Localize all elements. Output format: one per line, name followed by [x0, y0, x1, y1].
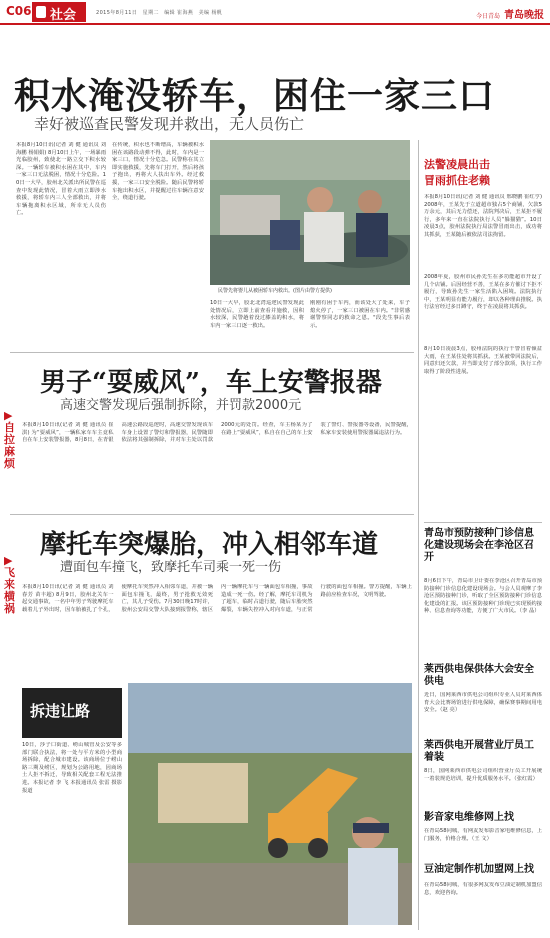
sidebar-story2-body: 8月6日下午，青岛市卫计委在李沧区召开青岛市预防接种门诊信息化建设现场会。与会人员观摩了李沧区预防接种门诊，听取了全区预防接种门诊信息化建设的汇报。该区预防接种门诊现已实现预约接种、信息查询等功能，方便了广大市民。（李 晶） [424, 578, 542, 615]
sidebar-story1-title: 法警凌晨出击 [424, 158, 490, 171]
story4-body: 10日，莎子口街道、崂山城管及公安等多部门联合执法，将一处与平方米的小型商场拆除，配合城市建设。该商场位于崂山路三期及崂区，规划为公路用地，因商场土人拒不拆迁，导致相关配套工程无法推进。本报记者 李 飞 本报通讯员 张雷 摄影报道 [22, 742, 122, 794]
sidebar-story1-body2: 2008年夏，胶州市民孙先生在多功能超市开设了几个店铺。后因经营不善，王某在多方催讨下拒不履行，导致孙先生一家生活陷入困境。法院执行中，王某明显有能力履行，却以各种理由推脱。执行法官经过多日蹲守，终于在凌晨将其抓获。 [424, 274, 542, 311]
sidebar-story5-title: 影音家电维修网上找 [424, 812, 514, 823]
sidebar-story3-body: 近日，国网莱西市供电公司组织专业人员对莱西体育大会比赛场馆进行供电保障，确保赛事期间用电安全。（赵 亮） [424, 692, 542, 714]
edition-meta: 2015年8月11日 星期二 编辑 崔海燕 美编 杨帆 [96, 10, 223, 16]
story1-body-col1: 本报8月10日讯(记者 刘 健 通讯员 刘海鹏 杨娟娟) 8月10日上午，一场暴雨光临胶州，致使北一路立交下积水较深。一辆轿车被积水困在其中，车内一家三口无法脱困，情况十分危险。10日一大早，胶州北关派出所民警在巡查中发现此情况，冒着大雨立即涉水救援，将轿车内三人全部救出，并将车辆拖离积水区域，所幸无人员伤亡。 [16, 142, 106, 217]
story4-photo [128, 683, 412, 925]
story1-photo-caption: 民警先将婴儿从被困轿车内救出。(图片由警方提供) [218, 288, 332, 294]
story4-headline: 拆违让路 [30, 702, 91, 720]
story2-headline: 男子“耍威风”，车上安警报器 [40, 368, 382, 398]
story2-body: 本报8月10日讯(记者 刘 健 通讯员 崔 淇) 为“耍威风”，一辆私家车车主竟私自在车上安装警报器，8月8日，在青银高速公路段巡逻时，高速交警发现该车车身上设置了警灯和警报器，民警随即依法将其强制拆除，并对车主处以罚款2000元的处罚。经查，车主杨某为了在路上“耍威风”，私自在自己的车上安装了警灯、警报器等设备，民警提醒，私家车安装使用警报器属违法行为。 [22, 422, 412, 444]
brand-logo: 青岛晚报 [504, 10, 544, 21]
story1-body-col2: 在传统，积水也不断增高，车辆被积水困在该路段动弹不得，此时，车内是一家三口，情况十分危急。民警称在其立即实施救援，先将车门打开，然后将孩子抱出，再将大人扶出车外。经过救援，一家三口安全脱险。随后民警将轿车拖出积水区，并提醒过往车辆注意安全，绕道行驶。 [112, 142, 204, 202]
divider [10, 352, 414, 353]
sidebar-story1-body: 本报8月10日讯(记者 刘 健 通讯员 邢晓鹏 崔红亨) 2008年，王某先于立道超市独占5个商铺，欠款5万余元，其后无力偿还，法院判决后，王某拒不履行，多年来一直在法院执行人员“躲猫猫”。10日凌晨3点，胶州法院执行局法警冒雨出击，成功将其抓获，王某随后被依法司法拘留。 [424, 194, 542, 238]
sidebar-story6-title: 豆油定制作机加盟网上找 [424, 864, 534, 875]
side-tag-1: ▶自拉麻烦 [4, 409, 15, 470]
sidebar-story2-title: 青岛市预防接种门诊信息化建设现场会在李沧区召开 [424, 528, 534, 563]
story3-headline: 摩托车突爆胎，冲入相邻车道 [40, 530, 379, 560]
sidebar-story1-sub: 冒雨抓住老赖 [424, 174, 490, 187]
story3-subhead: 遭面包车撞飞，致摩托车司乘一死一伤 [60, 560, 282, 575]
sidebar-story4-body: 8日，国网莱西市供电公司组织营业厅员工开展统一着装规范培训，提升优质服务水平。（张红霞） [424, 768, 542, 782]
sidebar-divider [418, 140, 419, 930]
side-tag-2: ▶飞来横祸 [4, 554, 15, 615]
sidebar-story4-title: 莱西供电开展营业厅员工着装 [424, 740, 534, 763]
sidebar-story6-body: 在青岛58同城，有很多网友发布豆油定制机加盟信息，欢迎咨询。 [424, 882, 542, 896]
divider [424, 522, 542, 523]
section-label: 社会 [32, 2, 86, 22]
story1-subhead: 幸好被巡查民警发现并救出，无人员伤亡 [34, 115, 305, 133]
story2-subhead: 高速交警发现后强制拆除，并罚款2000元 [60, 398, 302, 413]
story1-photo [210, 140, 410, 285]
header-rule [0, 23, 550, 25]
story3-body: 本报8月10日讯(记者 刘 健 通讯员 刘春芳 苗丰超) 8月9日，胶州北关车一起交通事故，一名中年男子驾驶摩托车载着儿子外出时，因车胎被扎了个孔，使摩托车突然冲入相邻车道，并被一辆面包车撞飞，最终，男子抢救无效死亡，其儿子受伤。7月30日晚17时许，胶州公安局交警大队接到报警称，辖区内一辆摩托车与一辆面包车相撞，事故造成一死一伤。经了解，摩托车司机为了超车，临时占道行驶，随后车胎突然爆裂，车辆失控冲入对向车道，与正常行驶的面包车相撞。警方提醒，车辆上路前应检查车况，文明驾驶。 [22, 584, 412, 613]
story1-body-col3: 10日一大早，胶北北湾巡逻民警发现此处情况后，立即上前查看并施救，因积水较深，民警趟着没过膝盖的积水，将车内一家三口逐一救出。 [210, 300, 304, 329]
page-number: C06 [6, 4, 32, 18]
story1-headline: 积水淹没轿车，困住一家三口 [14, 75, 496, 117]
story1-body-col4: 刚刚有困于车内，而该处大了处来，车子熄火停了，一家三口被困在车内。"非常感谢警察同志的救命之恩。"段先生事后表示。 [310, 300, 410, 329]
masthead [476, 6, 544, 21]
sidebar-story1-body3: 8月10日凌晨3点，胶州法院的执行干警冒着倾盆大雨，在王某住处将其抓获。王某被带回法院后，同意归还欠款，并当即支付了部分款项，执行工作取得了阶段性进展。 [424, 346, 542, 375]
sidebar-story5-body: 在青岛58同城，有网友发布影音家电维修信息，上门服务，价格合理。（王 文） [424, 828, 542, 842]
divider [10, 514, 414, 515]
masthead-today: 今日青岛 [475, 13, 500, 20]
sidebar-story3-title: 莱西供电保供体大会安全供电 [424, 664, 534, 687]
